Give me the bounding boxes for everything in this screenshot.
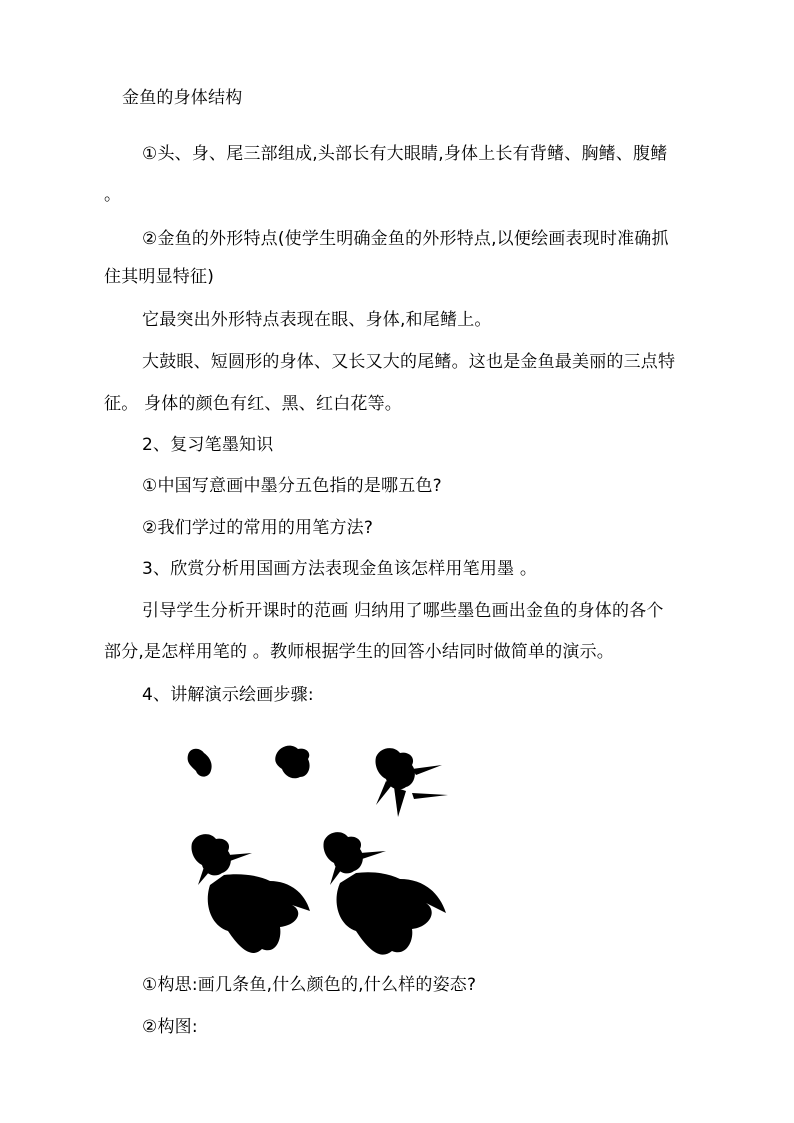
paragraph-5-line-2: 部分,是怎样用笔的 。教师根据学生的回答小结同时做简单的演示。 — [104, 642, 615, 662]
paragraph-3: 它最突出外形特点表现在眼、身体,和尾鳍上。 — [142, 310, 492, 330]
paragraph-5-line-1: 引导学生分析开课时的范画 归纳用了哪些墨色画出金鱼的身体的各个 — [142, 601, 664, 621]
goldfish-step-4 — [191, 834, 310, 953]
step-2-layout: ②构图: — [142, 1017, 198, 1037]
paragraph-4-line-2: 征。 身体的颜色有红、黑、红白花等。 — [104, 394, 403, 414]
goldfish-step-1 — [188, 749, 212, 777]
goldfish-step-3 — [375, 748, 448, 817]
goldfish-step-2 — [275, 746, 309, 779]
paragraph-1-line-1: ①头、身、尾三部组成,头部长有大眼睛,身体上长有背鳍、胸鳍、腹鳍 — [142, 144, 668, 164]
goldfish-step-5 — [323, 832, 446, 955]
paragraph-1-line-2: 。 — [104, 185, 122, 205]
heading: 金鱼的身体结构 — [122, 88, 243, 108]
step-1-composition-idea: ①构思:画几条鱼,什么颜色的,什么样的姿态? — [142, 975, 477, 995]
section-4-heading: 4、讲解演示绘画步骤: — [142, 685, 314, 705]
section-3-heading: 3、欣赏分析用国画方法表现金鱼该怎样用笔用墨 。 — [142, 559, 538, 579]
paragraph-2-line-1: ②金鱼的外形特点(使学生明确金鱼的外形特点,以便绘画表现时准确抓 — [142, 229, 669, 249]
question-1: ①中国写意画中墨分五色指的是哪五色? — [142, 476, 442, 496]
section-2-heading: 2、复习笔墨知识 — [142, 435, 274, 455]
goldfish-painting-steps-illustration — [180, 735, 460, 965]
question-2: ②我们学过的常用的用笔方法? — [142, 518, 374, 538]
paragraph-4-line-1: 大鼓眼、短圆形的身体、又长又大的尾鳍。这也是金鱼最美丽的三点特 — [142, 352, 676, 372]
paragraph-2-line-2: 住其明显特征) — [104, 267, 215, 287]
